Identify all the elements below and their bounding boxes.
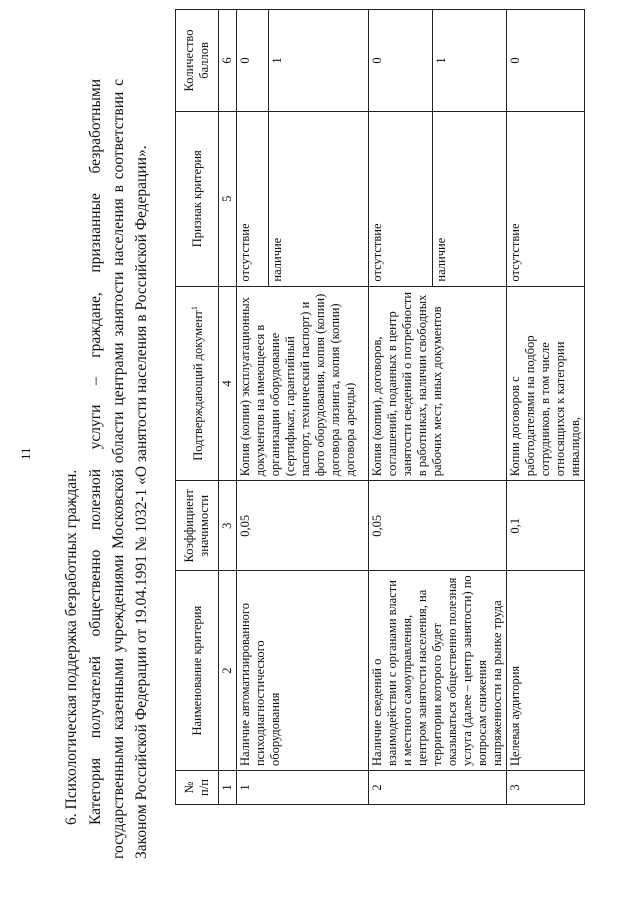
row-num: 2 bbox=[369, 771, 507, 805]
header-num: № п/п bbox=[176, 771, 219, 805]
col-number: 1 bbox=[219, 771, 237, 805]
header-doc-label: Подтверждающий документ bbox=[191, 310, 206, 461]
row-name: Наличие сведений о взаимодействии с органами власти и местного самоуправления, центром занятости населения, на территории которого будет оказываться общественно полезная услуга (далее – центр занятости) по вопросам снижения напряженности на рынке труда bbox=[369, 571, 507, 771]
criteria-table bbox=[175, 9, 585, 805]
row-coef: 0,05 bbox=[369, 481, 507, 571]
header-coef: Коэффициент значимости bbox=[176, 481, 219, 571]
row-coef: 0,05 bbox=[237, 481, 369, 571]
row-doc: Копия (копии) эксплуатационных документов на имеющееся в организации оборудование (сертификат, гарантийный паспорт, технический паспорт) и фото оборудования, копия (копии) договора лизинга, копия (копии) договора аренды) bbox=[237, 286, 369, 481]
row-score: 0 bbox=[507, 10, 585, 112]
col-number: 3 bbox=[219, 481, 237, 571]
category-paragraph: Категория получателей общественно полезной услуги – граждане, признанные безработными государственными казенными учреждениями Московской области центрами занятости населения в соответствии с Законом Российской Федерации от 19.04.1991 № 1032-1 «О занятости населения в Российской Федерации». bbox=[87, 79, 150, 859]
header-row bbox=[176, 10, 219, 805]
col-number: 6 bbox=[219, 10, 237, 112]
footnote-mark: 1 bbox=[190, 306, 200, 311]
header-name: Наименование критерия bbox=[176, 571, 219, 771]
section-title: 6. Психологическая поддержка безработных граждан. bbox=[63, 469, 80, 825]
col-number: 2 bbox=[219, 571, 237, 771]
table-row bbox=[507, 10, 585, 805]
row-name: Наличие автоматизированного психодиагностического оборудования bbox=[237, 571, 369, 771]
row-name: Целевая аудитория bbox=[507, 571, 585, 771]
column-number-row bbox=[219, 10, 237, 805]
header-score: Количество баллов bbox=[176, 10, 219, 112]
page-number: 11 bbox=[18, 447, 33, 460]
col-number: 5 bbox=[219, 111, 237, 286]
row-score: 0 bbox=[369, 10, 433, 112]
table-row bbox=[369, 10, 433, 805]
row-score: 1 bbox=[269, 10, 369, 112]
header-sign: Признак критерия bbox=[176, 111, 219, 286]
row-doc: Копии договоров с работодателями на подбор сотрудников, в том числе относящихся к категории инвалидов, bbox=[507, 286, 585, 481]
row-sign: отсутствие bbox=[237, 111, 269, 286]
row-doc: Копия (копии), договоров, соглашений, поданных в центр занятости сведений о потребности в работниках, наличии свободных рабочих мест, иных документов bbox=[369, 286, 507, 481]
col-number: 4 bbox=[219, 286, 237, 481]
row-sign: отсутствие bbox=[369, 111, 433, 286]
row-sign: наличие bbox=[269, 111, 369, 286]
row-score: 0 bbox=[237, 10, 269, 112]
row-score: 1 bbox=[432, 10, 506, 112]
row-num: 3 bbox=[507, 771, 585, 805]
row-coef: 0,1 bbox=[507, 481, 585, 571]
row-sign: наличие bbox=[432, 111, 506, 286]
header-doc bbox=[176, 286, 219, 481]
table-row bbox=[237, 10, 269, 805]
row-num: 1 bbox=[237, 771, 369, 805]
row-sign: отсутствие bbox=[507, 111, 585, 286]
